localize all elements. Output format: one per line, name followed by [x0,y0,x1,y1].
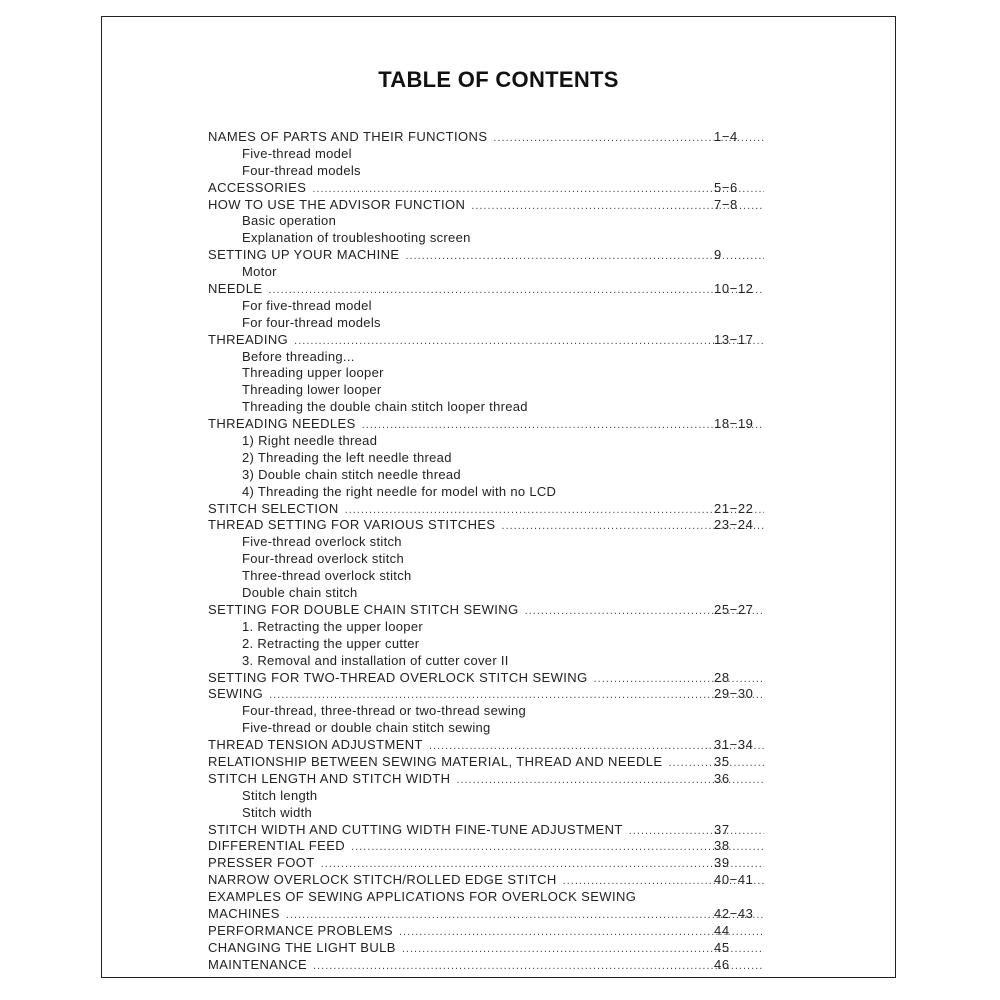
dot-leader [405,248,764,265]
toc-list [208,129,768,974]
toc-entry[interactable] [208,501,768,518]
toc-entry[interactable] [208,822,768,839]
toc-entry-page: 18−19 [714,416,754,432]
toc-entry-page: 35 [714,753,730,769]
dot-leader [362,417,764,434]
toc-subentry: Double chain stitch [242,585,358,601]
toc-entry-label: DIFFERENTIAL FEED [208,838,346,854]
toc-entry-label: NAMES OF PARTS AND THEIR FUNCTIONS [208,129,488,144]
toc-subentry: 3. Removal and installation of cutter cover II [242,652,509,668]
toc-subentry: Four-thread overlock stitch [242,551,404,567]
toc-subentry: Threading lower looper [242,382,382,398]
toc-subentry: Five-thread overlock stitch [242,534,402,550]
dot-leader [402,941,764,958]
dot-leader [312,181,764,198]
toc-entry[interactable] [208,180,768,197]
toc-subentry: For four-thread models [242,314,381,330]
page-title: TABLE OF CONTENTS [378,67,619,92]
toc-entry-page: 42−43 [714,905,754,921]
toc-entry-page: 23−24 [714,517,754,533]
toc-entry-label: SETTING FOR TWO-THREAD OVERLOCK STITCH SEWING [208,669,588,685]
toc-entry[interactable] [208,247,768,264]
toc-entry-page: 9 [714,247,722,263]
toc-entry-label: NARROW OVERLOCK STITCH/ROLLED EDGE STITCH [208,872,557,888]
toc-entry-label: RELATIONSHIP BETWEEN SEWING MATERIAL, THREAD AND NEEDLE [208,753,663,769]
toc-entry-label: MAINTENANCE [208,956,308,972]
toc-subentry: Five-thread or double chain stitch sewing [242,720,491,736]
dot-leader [294,333,764,350]
toc-subentry: 1. Retracting the upper looper [242,618,423,634]
dot-leader [313,958,764,975]
toc-entry-label: STITCH LENGTH AND STITCH WIDTH [208,770,451,786]
toc-subentry: Threading upper looper [242,365,384,381]
toc-entry[interactable] [208,129,768,146]
toc-subentry: Stitch length [242,787,318,803]
toc-subentry: For five-thread model [242,297,372,313]
toc-entry-page: 28 [714,669,730,685]
toc-entry-page: 29−30 [714,686,754,702]
toc-entry-label: THREADING [208,331,289,347]
toc-entry-label: HOW TO USE THE ADVISOR FUNCTION [208,196,466,212]
toc-entry-label: THREAD SETTING FOR VARIOUS STITCHES [208,517,496,533]
toc-entry[interactable] [208,754,768,771]
toc-entry[interactable] [208,517,768,534]
toc-entry-page: 37 [714,821,730,837]
toc-entry-page: 13−17 [714,331,754,347]
toc-entry-page: 21−22 [714,500,754,516]
toc-entry[interactable] [208,737,768,754]
toc-subentry: 4) Threading the right needle for model with no LCD [242,483,557,499]
toc-entry-label: SEWING [208,686,264,702]
toc-entry-page: 39 [714,855,730,871]
toc-entry-page: 40−41 [714,872,754,888]
toc-entry-label: SETTING UP YOUR MACHINE [208,247,400,263]
toc-subentry: Four-thread, three-thread or two-thread sewing [242,703,527,719]
dot-leader [268,282,764,299]
toc-entry[interactable] [208,670,768,687]
toc-entry[interactable] [208,686,768,703]
dot-leader [351,839,764,856]
toc-entry-label: STITCH WIDTH AND CUTTING WIDTH FINE-TUNE ADJUSTMENT [208,821,623,837]
dot-leader [269,687,764,704]
dot-leader [321,856,764,873]
toc-entry-page: 1−4 [714,129,738,144]
toc-entry-page: 36 [714,770,730,786]
toc-subentry: Motor [242,264,277,280]
toc-subentry: 2. Retracting the upper cutter [242,635,420,651]
toc-entry[interactable] [208,281,768,298]
toc-entry[interactable] [208,906,768,923]
toc-subentry: Threading the double chain stitch looper thread [242,399,528,415]
toc-entry[interactable] [208,855,768,872]
toc-subentry: Stitch width [242,804,313,820]
toc-entry[interactable] [208,771,768,788]
toc-entry-label: THREADING NEEDLES [208,416,356,432]
toc-entry-label: ACCESSORIES [208,179,307,195]
toc-subentry: Four-thread models [242,162,361,178]
toc-subentry: 1) Right needle thread [242,433,378,449]
toc-entry-label: THREAD TENSION ADJUSTMENT [208,737,423,753]
toc-entry-label: PRESSER FOOT [208,855,315,871]
toc-entry-page: 31−34 [714,737,754,753]
toc-entry[interactable] [208,872,768,889]
toc-entry-label: NEEDLE [208,281,263,297]
toc-entry[interactable] [208,923,768,940]
toc-entry[interactable] [208,197,768,214]
page-frame [101,16,896,978]
toc-entry[interactable] [208,957,768,974]
toc-entry-label: PERFORMANCE PROBLEMS [208,922,393,938]
toc-entry-label: EXAMPLES OF SEWING APPLICATIONS FOR OVERLOCK SEWING [208,889,637,905]
dot-leader [399,924,764,941]
toc-entry-label: SETTING FOR DOUBLE CHAIN STITCH SEWING [208,601,519,617]
toc-entry-page: 10−12 [714,281,754,297]
toc-entry-label: STITCH SELECTION [208,500,339,516]
toc-entry[interactable] [208,940,768,957]
toc-entry-page: 45 [714,939,730,955]
dot-leader [286,907,764,924]
toc-subentry: 2) Threading the left needle thread [242,449,452,465]
toc-subentry: Before threading... [242,348,355,364]
toc-entry-page: 44 [714,922,730,938]
toc-entry[interactable] [208,416,768,433]
toc-entry-page: 7−8 [714,196,738,212]
toc-entry-page: 38 [714,838,730,854]
toc-entry-page: 5−6 [714,179,738,195]
toc-entry[interactable] [208,602,768,619]
toc-entry[interactable] [208,838,768,855]
toc-subentry: 3) Double chain stitch needle thread [242,466,461,482]
toc-entry-page: 46 [714,956,730,972]
toc-subentry: Basic operation [242,213,337,229]
toc-subentry: Explanation of troubleshooting screen [242,230,471,246]
toc-subentry: Five-thread model [242,145,352,161]
toc-entry[interactable] [208,332,768,349]
toc-entry-label: MACHINES [208,905,280,921]
toc-subentry: Three-thread overlock stitch [242,568,412,584]
toc-entry-label: CHANGING THE LIGHT BULB [208,939,396,955]
toc-entry-page: 25−27 [714,601,754,617]
dot-leader [345,502,764,519]
toc-entry-line1 [208,889,768,906]
